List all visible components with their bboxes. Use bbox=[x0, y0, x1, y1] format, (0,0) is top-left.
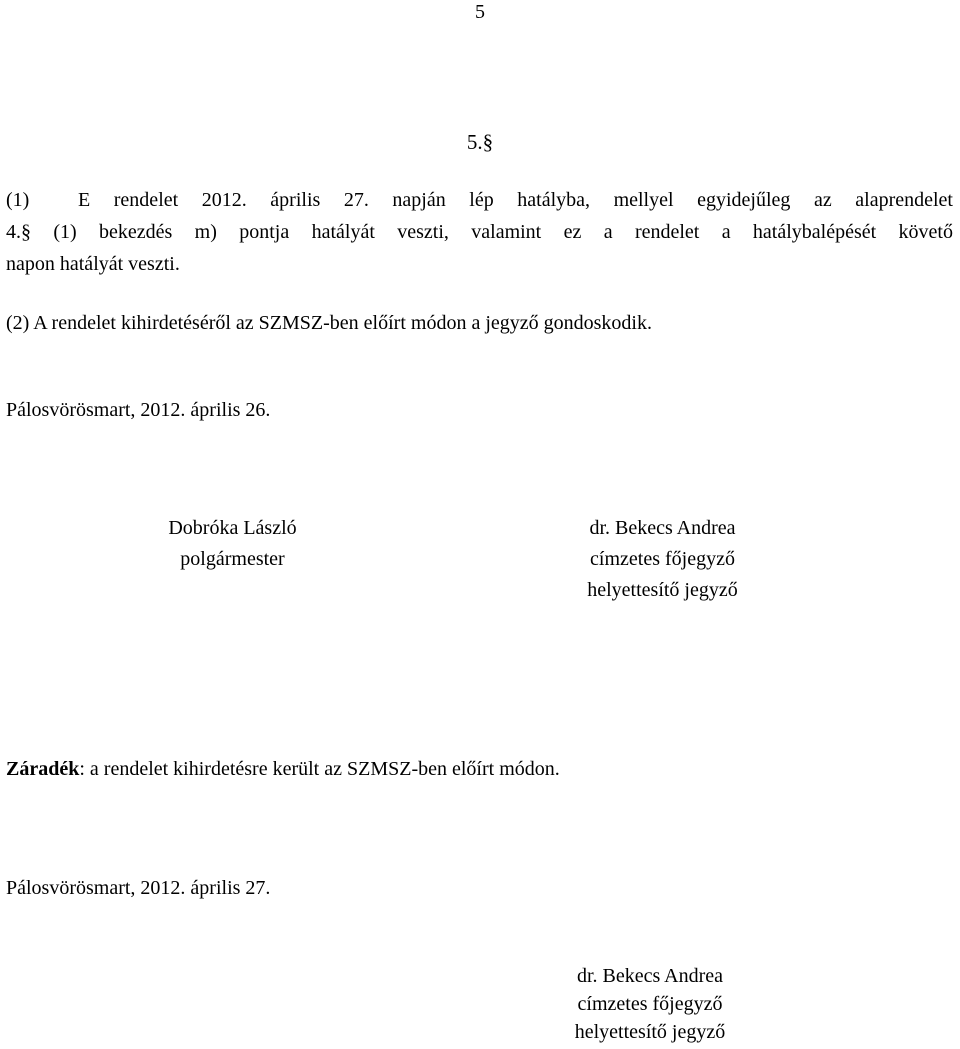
signature-block-mayor bbox=[130, 514, 335, 576]
signatory-role: helyettesítő jegyző bbox=[574, 1021, 726, 1043]
paragraph-1-line-3: napon hatályát veszti. bbox=[6, 253, 180, 275]
date-clause: Pálosvörösmart, 2012. április 27. bbox=[6, 877, 271, 899]
signatory-title: címzetes főjegyző bbox=[577, 993, 723, 1015]
signature-block-clause bbox=[530, 962, 770, 1046]
paragraph-1-line-1 bbox=[6, 186, 953, 218]
page-number: 5 bbox=[475, 1, 485, 23]
paragraph-2: (2) A rendelet kihirdetéséről az SZMSZ-ben előírt módon a jegyző gondoskodik. bbox=[6, 312, 652, 334]
signatory-name: dr. Bekecs Andrea bbox=[576, 965, 724, 987]
date-signed: Pálosvörösmart, 2012. április 26. bbox=[6, 399, 271, 421]
paragraph-1 bbox=[6, 186, 953, 282]
clause-label: Záradék bbox=[6, 758, 80, 780]
signature-block-notary bbox=[525, 514, 800, 607]
signatory-name: dr. Bekecs Andrea bbox=[589, 517, 736, 539]
clause-text: : a rendelet kihirdetésre került az SZMSZ-ben előírt módon. bbox=[79, 758, 560, 780]
paragraph-1-marker: (1) bbox=[6, 189, 30, 211]
section-heading: 5.§ bbox=[466, 130, 494, 154]
signatory-title: polgármester bbox=[180, 548, 285, 570]
clause bbox=[6, 755, 560, 784]
signatory-role: helyettesítő jegyző bbox=[587, 579, 738, 601]
paragraph-1-line-2: 4.§ (1) bekezdés m) pontja hatályát veszti, valamint ez a rendelet a hatálybalépését követő bbox=[6, 221, 953, 243]
signatory-name: Dobróka László bbox=[168, 517, 297, 539]
signatory-title: címzetes főjegyző bbox=[590, 548, 735, 570]
paragraph-1-line-1-text: E rendelet 2012. április 27. napján lép hatályba, mellyel egyidejűleg az alaprendelet bbox=[78, 189, 953, 211]
